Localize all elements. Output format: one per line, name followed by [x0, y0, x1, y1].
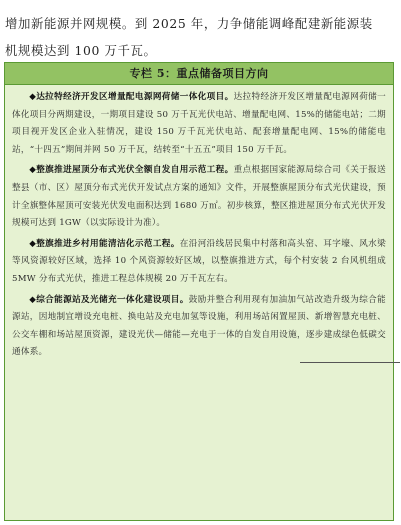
- item-heading: 整旗推进屋顶分布式光伏全额自发自用示范工程。: [36, 165, 234, 176]
- item-body: 重点根据国家能源局综合司《关于报送整县（市、区）屋顶分布式光伏开发试点方案的通知》文件，开展整旗屋顶分布式光伏建设，预计全旗整体屋顶可安装光伏发电面积达到 1680 万㎡。初步核算，整区推进屋顶分布式光伏开发规模可达到 1GW（以实际设计为准）。: [12, 165, 386, 229]
- project-item: [12, 162, 386, 232]
- item-bullet: ◆: [29, 294, 37, 305]
- item-bullet: ◆: [29, 165, 37, 176]
- item-heading: 整旗推进乡村用能清洁化示范工程。: [36, 238, 180, 249]
- column-box: [4, 62, 394, 521]
- item-body: 达拉特经济开发区增量配电源网荷储一体化项目分两期建设，一期项目建设 50 万千瓦光伏电站、增量配电网、15%的储能电站；二期项目视开发区企业入驻情况，建设 150 万千瓦光伏电站、配套增量配电网、15%的储能电站，“十四五”期间并网 50 万千瓦，结转至“十五五”项目 150 万千瓦。: [12, 92, 386, 155]
- item-bullet: ◆: [29, 238, 37, 249]
- intro-line-1: 增加新能源并网规模。到 2025 年，力争储能调峰配建新能源装: [5, 16, 373, 31]
- item-heading: 达拉特经济开发区增量配电源网荷储一体化项目。: [36, 92, 234, 102]
- project-item: [12, 236, 386, 289]
- item-bullet: ◆: [29, 92, 37, 102]
- item-body: 鼓励并整合利用现有加油加气站改造升级为综合能源站，因地制宜增设充电桩、换电站及充电加氢等设施，利用场站闲置屋顶、新增智慧充电桩、公交车棚和场站屋顶资源，建设光伏—储能—充电于一体的自发自用设施，逐步建成绿色低碳交通体系。: [12, 294, 386, 358]
- item-heading: 综合能源站及光储充一体化建设项目。: [36, 294, 189, 305]
- intro-paragraph: [5, 10, 395, 64]
- project-item: [12, 292, 386, 362]
- column-box-title: 专栏 5：重点储备项目方向: [5, 63, 393, 85]
- scan-line-artifact: [300, 362, 400, 363]
- project-item: [12, 89, 386, 159]
- item-body: 在沿河沿线居民集中村落和高头窑、耳字壕、风水梁等风资源较好区域，选择 10 个风资源较好区域，以整旗推进方式，每个村安装 2 台风机组成 5MW 分布式光伏，推进工程总体规模 20 万千瓦左右。: [12, 238, 386, 284]
- column-box-body: [5, 85, 393, 362]
- intro-line-2: 机规模达到 100 万千瓦。: [5, 43, 157, 58]
